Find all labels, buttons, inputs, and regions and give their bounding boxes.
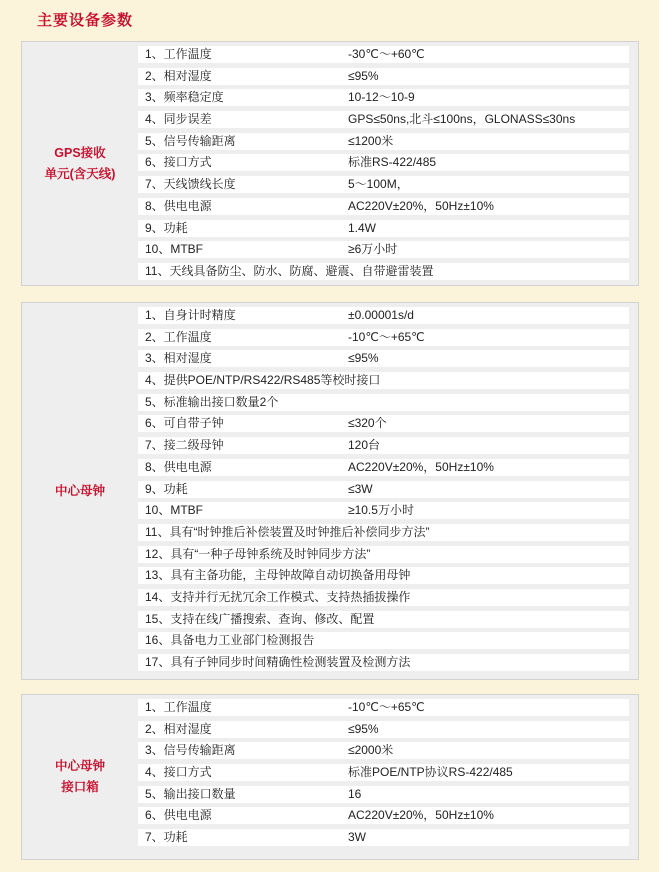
spec-label: 1、自身计时精度 [145, 308, 236, 322]
spec-value: -30℃～+60℃ [348, 47, 425, 61]
section-master-clock [21, 302, 639, 680]
spec-value: 16 [348, 786, 362, 801]
spec-label: 4、同步误差 [145, 112, 212, 127]
spec-label: 3、频率稳定度 [145, 90, 224, 105]
section-label: GPS接收 单元(含天线) [44, 145, 116, 181]
spec-row [138, 329, 629, 346]
spec-value: GPS≤50ns,北斗≤100ns，GLONASS≤30ns [348, 112, 576, 127]
spec-label: 5、标准输出接口数量2个 [145, 394, 279, 409]
spec-label: 14、支持并行无扰冗余工作模式、支持热插拔操作 [145, 589, 411, 604]
spec-value: 标准POE/NTP协议RS-422/485 [348, 765, 513, 780]
spec-label: 7、接二级母钟 [145, 438, 224, 453]
spec-row [138, 546, 629, 563]
spec-label: 6、接口方式 [145, 155, 212, 170]
spec-label: 5、输出接口数量 [145, 786, 236, 801]
spec-row [138, 220, 629, 237]
spec-label: 10、MTBF [145, 242, 204, 257]
spec-value: AC220V±20%，50Hz±10% [348, 198, 494, 213]
spec-row [138, 721, 629, 738]
spec-row [138, 589, 629, 606]
spec-value: ≥10.5万小时 [348, 503, 414, 518]
section-gps-receiver [21, 41, 639, 286]
spec-row [138, 742, 629, 759]
spec-label: 16、具备电力工业部门检测报告 [145, 633, 315, 648]
spec-value: 1.4W [348, 220, 377, 235]
spec-list [138, 46, 629, 285]
section-label: 中心母钟 接口箱 [54, 759, 105, 794]
spec-row [138, 786, 629, 803]
spec-row [138, 241, 629, 258]
spec-value: 标准RS-422/485 [348, 155, 437, 170]
spec-value: ≤1200米 [348, 133, 394, 148]
spec-label: 12、具有“一种子母钟系统及时钟同步方法” [145, 546, 371, 561]
spec-value: 3W [348, 830, 366, 845]
spec-row [138, 89, 629, 106]
spec-label: 3、相对湿度 [145, 351, 212, 366]
spec-row [138, 372, 629, 389]
spec-row [138, 68, 629, 85]
spec-value: ≤95% [348, 721, 379, 736]
spec-label: 5、信号传输距离 [145, 133, 236, 148]
spec-label: 6、供电电源 [145, 808, 212, 823]
spec-list [138, 307, 629, 676]
spec-label: 2、相对湿度 [145, 721, 212, 736]
spec-label: 15、支持在线广播搜索、查询、修改、配置 [145, 611, 375, 626]
spec-row [138, 807, 629, 824]
spec-list [138, 699, 629, 851]
spec-value: AC220V±20%，50Hz±10% [348, 808, 494, 823]
spec-label: 4、提供POE/NTP/RS422/RS485等校时接口 [145, 373, 381, 388]
spec-row [138, 198, 629, 215]
spec-row [138, 481, 629, 498]
spec-value: ±0.00001s/d [348, 308, 414, 322]
spec-value: ≤2000米 [348, 743, 394, 758]
spec-label: 3、信号传输距离 [145, 743, 236, 758]
spec-row [138, 394, 629, 411]
spec-row [138, 829, 629, 846]
spec-label: 4、接口方式 [145, 765, 212, 780]
spec-label: 13、具有主备功能，主母钟故障自动切换备用母钟 [145, 568, 411, 583]
spec-label: 8、供电电源 [145, 459, 212, 474]
spec-value: 10-12～10-9 [348, 90, 415, 105]
spec-label: 6、可自带子钟 [145, 416, 224, 431]
spec-value: ≤320个 [348, 416, 387, 431]
spec-label: 10、MTBF [145, 503, 204, 518]
spec-row [138, 567, 629, 584]
spec-value: 120台 [348, 438, 381, 453]
spec-row [138, 632, 629, 649]
spec-label: 8、供电电源 [145, 198, 212, 213]
spec-value: ≥6万小时 [348, 242, 398, 257]
spec-label: 17、具有子钟同步时间精确性检测装置及检测方法 [145, 655, 411, 669]
spec-row [138, 350, 629, 367]
spec-label: 9、功耗 [145, 220, 188, 235]
spec-label: 11、具有“时钟推后补偿装置及时钟推后补偿同步方法” [145, 524, 430, 539]
spec-row [138, 654, 629, 671]
spec-value: -10℃～+65℃ [348, 700, 425, 714]
spec-row [138, 46, 629, 63]
spec-row [138, 459, 629, 476]
spec-row [138, 611, 629, 628]
spec-value: ≤3W [348, 481, 373, 496]
spec-row [138, 154, 629, 171]
spec-label: 2、相对湿度 [145, 68, 212, 83]
spec-value: 5～100M， [348, 177, 409, 192]
spec-label: 1、工作温度 [145, 700, 212, 714]
spec-row [138, 524, 629, 541]
spec-row [138, 502, 629, 519]
spec-value: -10℃～+65℃ [348, 329, 425, 344]
spec-row [138, 437, 629, 454]
spec-value: ≤95% [348, 351, 379, 366]
spec-row [138, 176, 629, 193]
spec-row [138, 764, 629, 781]
spec-label: 7、功耗 [145, 830, 188, 845]
page-title: 主要设备参数 [37, 12, 134, 29]
spec-value: AC220V±20%，50Hz±10% [348, 459, 494, 474]
spec-row [138, 699, 629, 716]
spec-row [138, 133, 629, 150]
spec-label: 11、天线具备防尘、防水、防腐、避震、自带避雷装置 [145, 263, 434, 278]
spec-label: 2、工作温度 [145, 329, 212, 344]
spec-row [138, 111, 629, 128]
spec-row [138, 307, 629, 324]
spec-row [138, 415, 629, 432]
spec-row [138, 263, 629, 280]
spec-value: ≤95% [348, 68, 379, 83]
section-master-clock-interface-box [21, 694, 639, 860]
spec-label: 9、功耗 [145, 481, 188, 496]
spec-label: 7、天线馈线长度 [145, 177, 236, 192]
section-label: 中心母钟 [54, 483, 105, 498]
spec-label: 1、工作温度 [145, 47, 212, 61]
